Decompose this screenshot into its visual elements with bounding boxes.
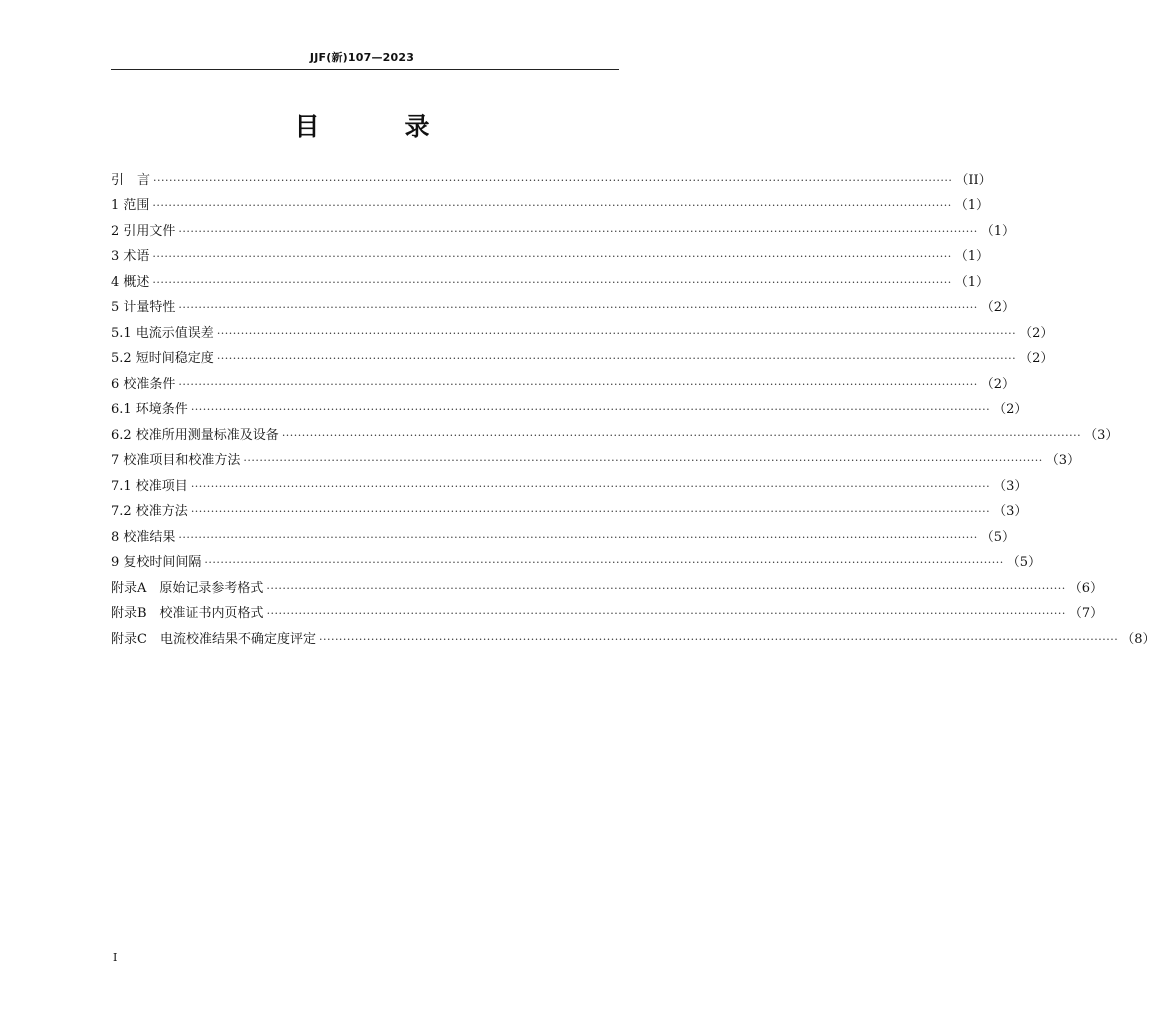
toc-leader-dots: ········································································································································································································	[178, 301, 978, 314]
toc-entry-page: （1）	[954, 198, 990, 213]
toc-entry-page: （2）	[1019, 351, 1054, 366]
toc-entry[interactable]	[111, 266, 990, 292]
toc-leader-dots: ········································································································································································································	[318, 632, 1119, 646]
toc-entry-label: 附录B 校准证书内页格式	[111, 606, 264, 621]
toc-entry-page: （5）	[1006, 555, 1042, 570]
toc-entry-label: 7.2 校准方法	[111, 504, 188, 519]
toc-entry-label: 7.1 校准项目	[111, 478, 188, 494]
toc-entry-page: （6）	[1068, 580, 1103, 596]
toc-entry-label: 8 校准结果	[111, 529, 176, 545]
toc-leader-dots: ········································································································································································································	[178, 224, 978, 238]
toc-leader-dots: ········································································································································································································	[204, 556, 1004, 569]
toc-entry-label: 7 校准项目和校准方法	[111, 453, 241, 468]
toc-entry-label: 9 复校时间间隔	[111, 555, 202, 570]
toc-entry[interactable]	[111, 317, 1054, 343]
toc-entry[interactable]	[111, 521, 1016, 547]
toc-entry-page: （2）	[980, 376, 1016, 392]
toc-entry-label: 3 术语	[111, 249, 150, 264]
toc-entry-label: 6.2 校准所用测量标准及设备	[111, 427, 279, 443]
toc-entry[interactable]	[111, 419, 1119, 445]
toc-entry-label: 1 范围	[111, 198, 150, 213]
page-title: 目 录	[294, 112, 460, 141]
toc-entry-label: 5 计量特性	[111, 300, 176, 315]
toc-entry[interactable]	[111, 598, 1104, 624]
toc-leader-dots: ········································································································································································································	[152, 250, 952, 263]
toc-leader-dots: ········································································································································································································	[152, 199, 952, 212]
toc-entry-label: 引 言	[111, 172, 151, 188]
toc-leader-dots: ········································································································································································································	[243, 454, 1043, 467]
toc-leader-dots: ········································································································································································································	[153, 173, 953, 187]
toc-leader-dots: ········································································································································································································	[190, 403, 991, 416]
page-number: I	[113, 951, 118, 964]
toc-entry-page: （2）	[980, 300, 1016, 315]
toc-leader-dots: ········································································································································································································	[216, 326, 1017, 340]
toc-entry-page: （3）	[993, 478, 1028, 494]
toc-entry[interactable]	[111, 572, 1103, 598]
toc-entry[interactable]	[111, 394, 1028, 420]
toc-leader-dots: ········································································································································································································	[216, 352, 1017, 365]
header-divider	[111, 69, 619, 70]
toc-entry-page: （3）	[1045, 453, 1081, 468]
toc-entry-label: 附录A 原始记录参考格式	[111, 580, 264, 596]
document-code-header: JJF(新)107—2023	[309, 51, 415, 64]
toc-entry-page: （2）	[993, 402, 1028, 417]
toc-entry[interactable]	[111, 164, 992, 190]
toc-leader-dots: ········································································································································································································	[281, 428, 1082, 442]
toc-entry-page: （3）	[1084, 427, 1119, 443]
toc-entry[interactable]	[111, 445, 1081, 471]
toc-leader-dots: ········································································································································································································	[266, 607, 1066, 620]
toc-entry[interactable]	[111, 190, 990, 216]
toc-entry-page: （5）	[980, 529, 1016, 545]
table-of-contents	[111, 164, 1156, 649]
toc-entry-page: （3）	[993, 504, 1028, 519]
toc-entry[interactable]	[111, 470, 1028, 496]
toc-entry-label: 5.1 电流示值误差	[111, 325, 214, 341]
toc-leader-dots: ········································································································································································································	[178, 530, 978, 544]
toc-entry-page: （1）	[954, 274, 990, 290]
toc-entry-label: 4 概述	[111, 274, 150, 290]
toc-entry[interactable]	[111, 623, 1156, 649]
toc-entry-label: 2 引用文件	[111, 223, 176, 239]
toc-entry[interactable]	[111, 496, 1028, 522]
toc-entry-label: 附录C 电流校准结果不确定度评定	[111, 631, 316, 647]
toc-entry-page: （1）	[954, 249, 990, 264]
toc-leader-dots: ········································································································································································································	[190, 479, 991, 493]
toc-entry[interactable]	[111, 547, 1042, 573]
toc-entry-page: （7）	[1068, 606, 1104, 621]
toc-entry-page: （2）	[1019, 325, 1054, 341]
toc-entry-label: 5.2 短时间稳定度	[111, 351, 214, 366]
toc-leader-dots: ········································································································································································································	[152, 275, 952, 289]
toc-entry[interactable]	[111, 215, 1016, 241]
toc-entry-page: （II）	[955, 172, 992, 188]
toc-entry[interactable]	[111, 292, 1016, 318]
toc-leader-dots: ········································································································································································································	[190, 505, 991, 518]
toc-leader-dots: ········································································································································································································	[178, 377, 978, 391]
toc-entry[interactable]	[111, 241, 990, 267]
toc-entry[interactable]	[111, 343, 1054, 369]
toc-entry-label: 6.1 环境条件	[111, 402, 188, 417]
toc-entry-page: （8）	[1121, 631, 1156, 647]
toc-leader-dots: ········································································································································································································	[266, 581, 1066, 595]
toc-entry[interactable]	[111, 368, 1016, 394]
toc-entry-label: 6 校准条件	[111, 376, 176, 392]
toc-entry-page: （1）	[980, 223, 1016, 239]
